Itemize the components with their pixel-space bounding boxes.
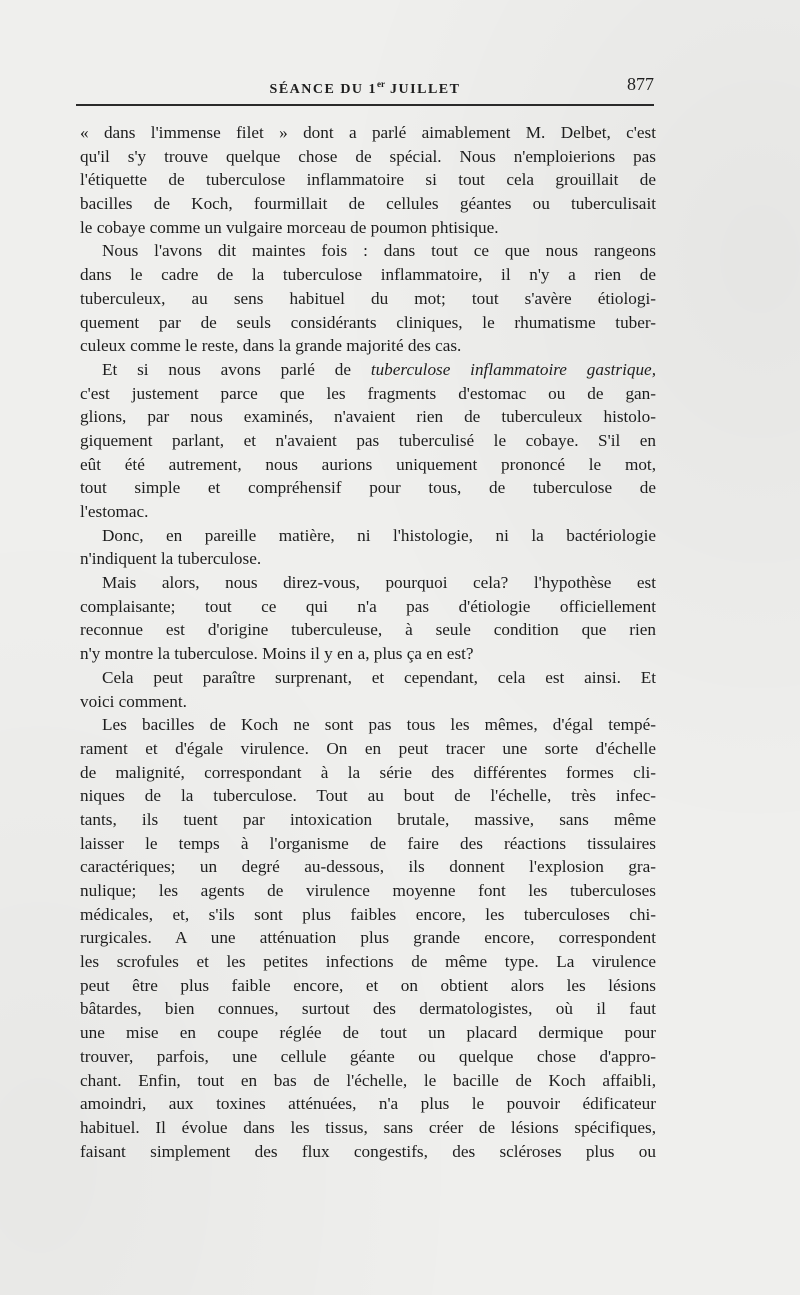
text-line: rurgicales. A une atténuation plus grande encore, correspondent: [80, 928, 656, 948]
text-line: n'indiquent la tuberculose.: [80, 549, 262, 569]
running-title-superscript: er: [377, 79, 386, 89]
text-line: habituel. Il évolue dans les tissus, sans créer de lésions spécifiques,: [80, 1117, 656, 1137]
text-line: bacilles de Koch, fourmillait de cellules géantes ou tuberculisait: [80, 194, 656, 214]
text-line: voici comment.: [80, 691, 187, 711]
text-line: Nous l'avons dit maintes fois : dans tout ce que nous rangeons: [102, 241, 656, 261]
text-line: culeux comme le reste, dans la grande majorité des cas.: [80, 336, 462, 356]
text-line: le cobaye comme un vulgaire morceau de poumon phtisique.: [80, 217, 499, 237]
text-line: faisant simplement des flux congestifs, des scléroses plus ou: [80, 1141, 656, 1161]
body-text: [80, 121, 656, 1163]
italic-term: tuberculose inflammatoire gastrique,: [370, 359, 656, 379]
running-title: [76, 72, 654, 102]
text-line: rament et d'égale virulence. On en peut tracer une sorte d'échelle: [80, 738, 656, 758]
text-line: Mais alors, nous direz-vous, pourquoi cela? l'hypothèse est: [102, 573, 656, 593]
text-line: eût été autrement, nous aurions uniquement prononcé le mot,: [80, 454, 656, 474]
page-number: 877: [627, 74, 654, 94]
text-line: reconnue est d'origine tuberculeuse, à seule condition que rien: [80, 620, 656, 640]
text-line: amoindri, aux toxines atténuées, n'a plus le pouvoir édificateur: [80, 1094, 656, 1114]
text-line: qu'il s'y trouve quelque chose de spécial. Nous n'emploierions pas: [80, 146, 656, 166]
text-line: bâtardes, bien connues, surtout des dermatologistes, où il faut: [80, 999, 656, 1019]
text-line: tants, ils tuent par intoxication brutale, massive, sans même: [80, 809, 656, 829]
text-line: l'estomac.: [80, 502, 149, 521]
text-segment: Et si nous avons parlé de: [102, 359, 371, 379]
text-line: « dans l'immense filet » dont a parlé aimablement M. Delbet, c'est: [80, 123, 656, 142]
text-line: glions, par nous examinés, n'avaient rien de tuberculeux histolo-: [80, 407, 656, 427]
text-line: l'étiquette de tuberculose inflammatoire si tout cela grouillait de: [80, 170, 656, 190]
header-rule: [76, 104, 654, 106]
text-line: complaisante; tout ce qui n'a pas d'étiologie officiellement: [80, 596, 656, 616]
text-line: Les bacilles de Koch ne sont pas tous les mêmes, d'égal tempé-: [102, 715, 656, 735]
text-line: c'est justement parce que les fragments d'estomac ou de gan-: [80, 383, 656, 403]
text-line: de malignité, correspondant à la série des différentes formes cli-: [80, 762, 656, 782]
running-title-month: JUILLET: [385, 82, 461, 97]
running-title-main: SÉANCE DU 1: [269, 82, 378, 97]
text-line: niques de la tuberculose. Tout au bout de l'échelle, très infec-: [80, 786, 656, 806]
text-line: peut être plus faible encore, et on obtient alors les lésions: [80, 975, 656, 995]
text-line: dans le cadre de la tuberculose inflammatoire, il n'y a rien de: [80, 265, 656, 285]
text-line: tout simple et compréhensif pour tous, de tuberculose de: [80, 478, 656, 498]
text-line: nulique; les agents de virulence moyenne font les tuberculoses: [80, 881, 656, 900]
text-line: tuberculeux, au sens habituel du mot; tout s'avère étiologi-: [80, 288, 656, 308]
text-line: Donc, en pareille matière, ni l'histologie, ni la bactériologie: [102, 525, 656, 545]
text-line: Cela peut paraître surprenant, et cependant, cela est ainsi. Et: [102, 667, 656, 687]
text-line: caractériques; un degré au-dessous, ils donnent l'explosion gra-: [80, 857, 656, 877]
text-line: chant. Enfin, tout en bas de l'échelle, le bacille de Koch affaibli,: [80, 1070, 656, 1090]
text-line: n'y montre la tuberculose. Moins il y en a, plus ça en est?: [80, 644, 474, 664]
text-line: les scrofules et les petites infections de même type. La virulence: [80, 952, 656, 972]
text-line: laisser le temps à l'organisme de faire des réactions tissulaires: [80, 833, 656, 853]
text-line: trouver, parfois, une cellule géante ou quelque chose d'appro-: [80, 1046, 656, 1066]
text-line-mixed: [80, 358, 656, 382]
text-line: une mise en coupe réglée de tout un placard dermique pour: [80, 1023, 656, 1043]
text-line: giquement parlant, et n'avaient pas tuberculisé le cobaye. S'il en: [80, 430, 656, 450]
running-head: [76, 72, 654, 96]
text-line: quement par de seuls considérants cliniques, le rhumatisme tuber-: [80, 312, 656, 332]
text-line: médicales, et, s'ils sont plus faibles encore, les tuberculoses chi-: [80, 904, 656, 924]
